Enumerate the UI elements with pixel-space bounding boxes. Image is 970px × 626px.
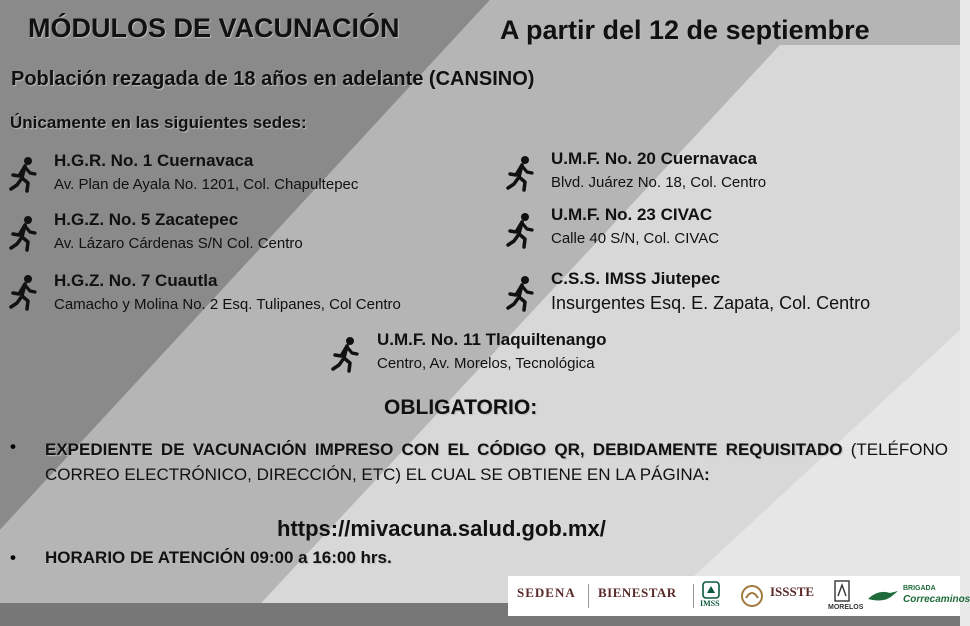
start-date: A partir del 12 de septiembre — [500, 15, 870, 45]
requirement-bold: EXPEDIENTE DE VACUNACIÓN IMPRESO CON EL CÓDIGO QR, DEBIDAMENTE REQUISITADO — [45, 440, 843, 459]
bienestar-logo: BIENESTAR — [598, 585, 677, 600]
walking-person-icon — [8, 156, 38, 192]
brigada-logo: BRIGADA — [903, 585, 936, 592]
site-name: H.G.Z. No. 7 Cuautla — [54, 271, 218, 290]
hours-item: HORARIO DE ATENCIÓN 09:00 a 16:00 hrs. — [45, 548, 392, 567]
site-name: U.M.F. No. 11 Tlaquiltenango — [377, 330, 607, 349]
divider — [588, 584, 589, 608]
issste-emblem-icon — [740, 584, 764, 608]
walking-person-icon — [505, 275, 535, 311]
requirement-colon: : — [704, 465, 710, 484]
site-address: Av. Lázaro Cárdenas S/N Col. Centro — [54, 235, 303, 252]
correcaminos-logo: Correcaminos — [903, 594, 970, 605]
page-title: MÓDULOS DE VACUNACIÓN — [28, 13, 400, 43]
divider — [693, 584, 694, 608]
walking-person-icon — [8, 215, 38, 251]
requirement-detail: (TELÉFONO CORREO ELECTRÓNICO, DIRECCIÓN, ETC) EL CUAL SE OBTIENE EN LA PÁGINA — [45, 440, 949, 484]
site-address: Av. Plan de Ayala No. 1201, Col. Chapultepec — [54, 176, 359, 193]
site-name: H.G.R. No. 1 Cuernavaca — [54, 151, 254, 170]
mandatory-title: OBLIGATORIO: — [384, 396, 538, 419]
site-address: Blvd. Juárez No. 18, Col. Centro — [551, 174, 767, 191]
sites-intro: Únicamente en las siguientes sedes: — [10, 113, 307, 132]
walking-person-icon — [8, 274, 38, 310]
bullet-icon: • — [10, 548, 16, 567]
morelos-logo: MORELOS — [828, 604, 864, 611]
walking-person-icon — [330, 336, 360, 372]
site-address: Insurgentes Esq. E. Zapata, Col. Centro — [551, 293, 871, 313]
site-address: Calle 40 S/N, Col. CIVAC — [551, 230, 720, 247]
imss-eagle-icon — [702, 581, 720, 599]
requirement-item — [45, 437, 948, 487]
correcaminos-bird-icon — [866, 587, 900, 605]
vaccination-url[interactable]: https://mivacuna.salud.gob.mx/ — [277, 516, 606, 541]
population-heading: Población rezagada de 18 años en adelante (CANSINO) — [11, 68, 535, 90]
morelos-shield-icon — [834, 580, 850, 602]
site-address: Centro, Av. Morelos, Tecnológica — [377, 355, 595, 372]
bullet-icon: • — [10, 437, 16, 456]
walking-person-icon — [505, 212, 535, 248]
site-name: U.M.F. No. 23 CIVAC — [551, 205, 713, 224]
issste-logo: ISSSTE — [770, 584, 815, 599]
imss-logo: IMSS — [700, 599, 720, 608]
sedena-logo: SEDENA — [517, 585, 576, 600]
site-name: H.G.Z. No. 5 Zacatepec — [54, 210, 239, 229]
site-name: U.M.F. No. 20 Cuernavaca — [551, 149, 757, 168]
logo-strip — [508, 576, 970, 616]
walking-person-icon — [505, 155, 535, 191]
site-name: C.S.S. IMSS Jiutepec — [551, 269, 721, 288]
site-address: Camacho y Molina No. 2 Esq. Tulipanes, Col Centro — [54, 296, 401, 313]
